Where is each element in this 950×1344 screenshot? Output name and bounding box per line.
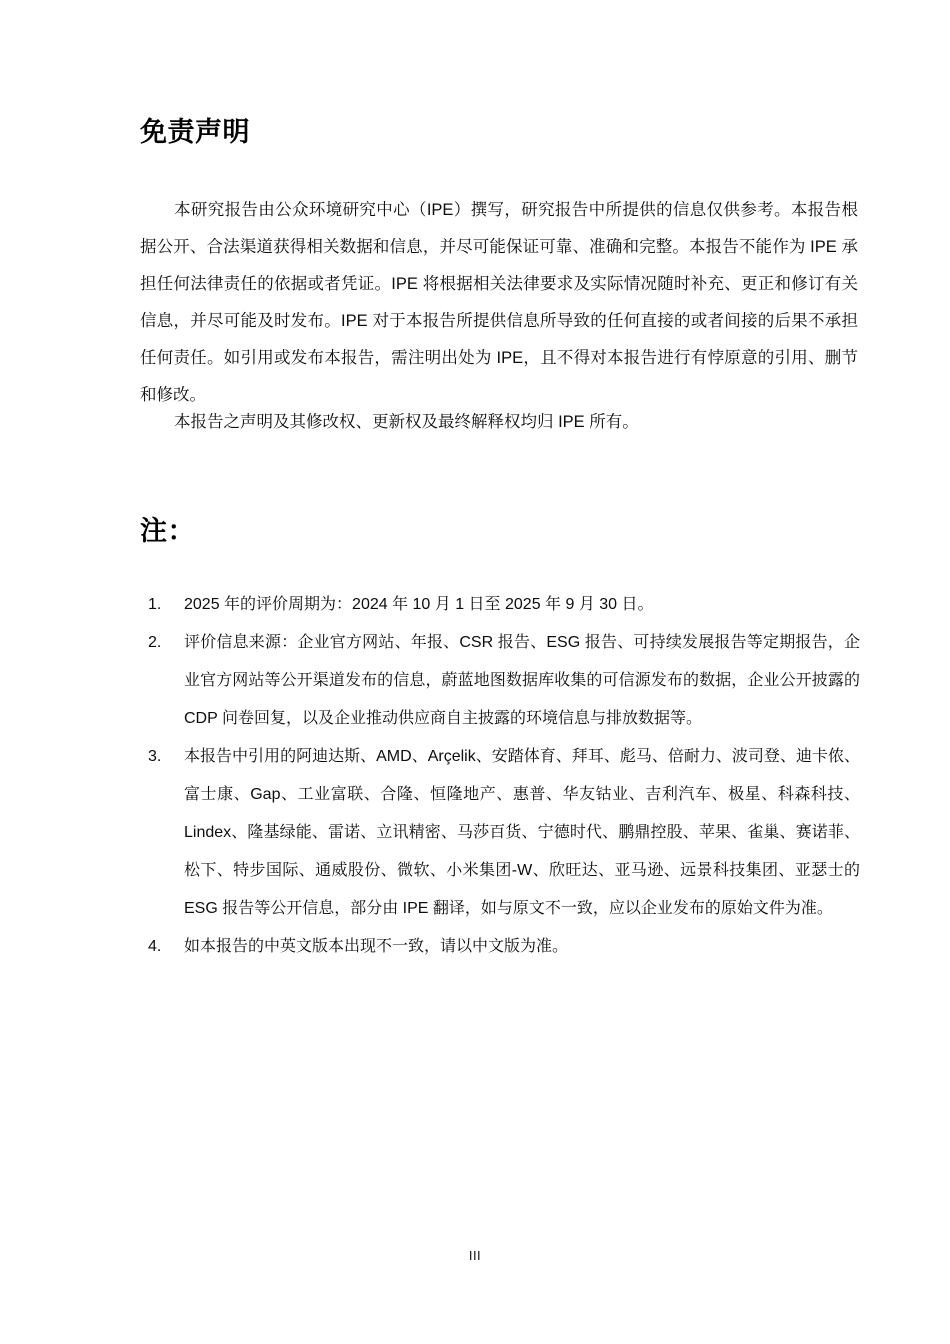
list-item-text: 本报告中引用的阿迪达斯、AMD、Arçelik、安踏体育、拜耳、彪马、倍耐力、波司登、迪卡侬、富士康、Gap、工业富联、合隆、恒隆地产、惠普、华友钴业、吉利汽车、极星、科森科技、Lindex、隆基绿能、雷诺、立讯精密、马莎百货、宁德时代、鹏鼎控股、苹果、雀巢、赛诺菲、松下、特步国际、通威股份、微软、小米集团-W、欣旺达、亚马逊、远景科技集团、亚瑟士的 ESG 报告等公开信息，部分由 IPE 翻译，如与原文不一致，应以企业发布的原始文件为准。	[184, 748, 860, 917]
list-item-number: 1.	[148, 596, 162, 613]
list-item-number: 2.	[148, 634, 162, 651]
list-item	[148, 624, 860, 738]
notes-heading: 注：	[140, 516, 195, 546]
disclaimer-rights-paragraph: 本报告之声明及其修改权、更新权及最终解释权均归 IPE 所有。	[174, 413, 639, 431]
disclaimer-heading: 免责声明	[140, 117, 250, 147]
list-item	[148, 928, 860, 966]
list-item	[148, 586, 860, 624]
list-item-number: 3.	[148, 748, 162, 765]
list-item-text: 2025 年的评价周期为：2024 年 10 月 1 日至 2025 年 9 月 30 日。	[184, 596, 654, 613]
page-number: III	[468, 1248, 482, 1263]
notes-list	[148, 586, 860, 966]
list-item-number: 4.	[148, 938, 162, 955]
list-item-text: 评价信息来源：企业官方网站、年报、CSR 报告、ESG 报告、可持续发展报告等定期报告，企业官方网站等公开渠道发布的信息，蔚蓝地图数据库收集的可信源发布的数据，企业公开披露的 CDP 问卷回复，以及企业推动供应商自主披露的环境信息与排放数据等。	[184, 634, 860, 727]
disclaimer-main-paragraph: 本研究报告由公众环境研究中心（IPE）撰写，研究报告中所提供的信息仅供参考。本报告根据公开、合法渠道获得相关数据和信息，并尽可能保证可靠、准确和完整。本报告不能作为 IPE 承担任何法律责任的依据或者凭证。IPE 将根据相关法律要求及实际情况随时补充、更正和修订有关信息，并尽可能及时发布。IPE 对于本报告所提供信息所导致的任何直接的或者间接的后果不承担任何责任。如引用或发布本报告，需注明出处为 IPE，且不得对本报告进行有悖原意的引用、删节和修改。	[140, 201, 858, 404]
list-item-text: 如本报告的中英文版本出现不一致，请以中文版为准。	[184, 938, 569, 955]
list-item	[148, 738, 860, 928]
